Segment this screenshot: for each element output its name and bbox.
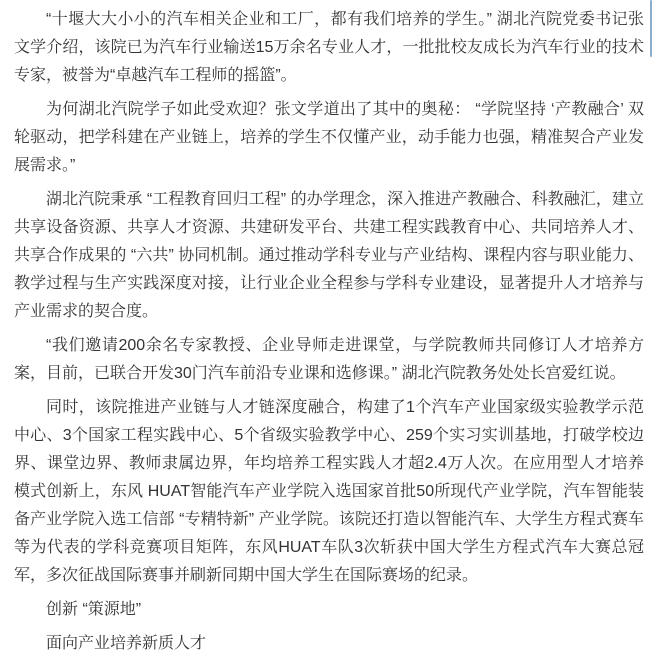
paragraph-subheading-talent: 面向产业培养新质人才 [46,635,207,652]
paragraph-quote-intro: “十堰大大小小的汽车相关企业和工厂，都有我们培养的学生。” 湖北汽院党委书记张文学介绍，该院已为汽车行业输送15万余名专业人才，一批批校友成长为汽车行业的技术专家，被誉为“卓越汽车工程师的摇篮”。 [14,11,644,84]
paragraph-achievements: 同时，该院推进产业链与人才链深度融合，构建了1个汽车产业国家级实验教学示范中心、3个国家工程实践中心、5个省级实验教学中心、259个实习实训基地，打破学校边界、课堂边界、教师隶属边界，年均培养工程实践人才超2.4万人次。在应用型人才培养模式创新上，东风 HUAT智能汽车产业学院入选国家首批50所现代产业学院，汽车智能装备产业学院入选工信部 “专精特新” 产业学院。该院还打造以智能汽车、大学生方程式赛车等为代表的学科竞赛项目矩阵，东风HUAT车队3次斩获中国大学生方程式汽车大赛总冠军，多次征战国际赛事并刷新同期中国大学生在国际赛场的纪录。 [14,399,644,584]
paragraph-subheading-innovation: 创新 “策源地” [46,601,142,618]
paragraph-secret: 为何湖北汽院学子如此受欢迎？张文学道出了其中的奥秘： “学院坚持 ‘产教融合’ 双轮驱动，把学科建在产业链上，培养的学生不仅懂产业，动手能力也强，精准契合产业发展需求。” [14,101,644,174]
scrollbar-thumb[interactable] [650,0,652,57]
paragraph-philosophy: 湖北汽院秉承 “工程教育回归工程” 的办学理念，深入推进产教融合、科教融汇，建立共享设备资源、共享人才资源、共建研发平台、共建工程实践教育中心、共同培养人才、共享合作成果的 “六共” 协同机制。通过推动学科专业与产业结构、课程内容与职业能力、教学过程与生产实践深度对接，让行业企业全程参与学科专业建设，显著提升人才培养与产业需求的契合度。 [14,191,644,320]
paragraph-experts-quote: “我们邀请200余名专家教授、企业导师走进课堂，与学院教师共同修订人才培养方案，目前，已联合开发30门汽车前沿专业课和选修课。” 湖北汽院教务处处长宫爱红说。 [14,337,644,382]
